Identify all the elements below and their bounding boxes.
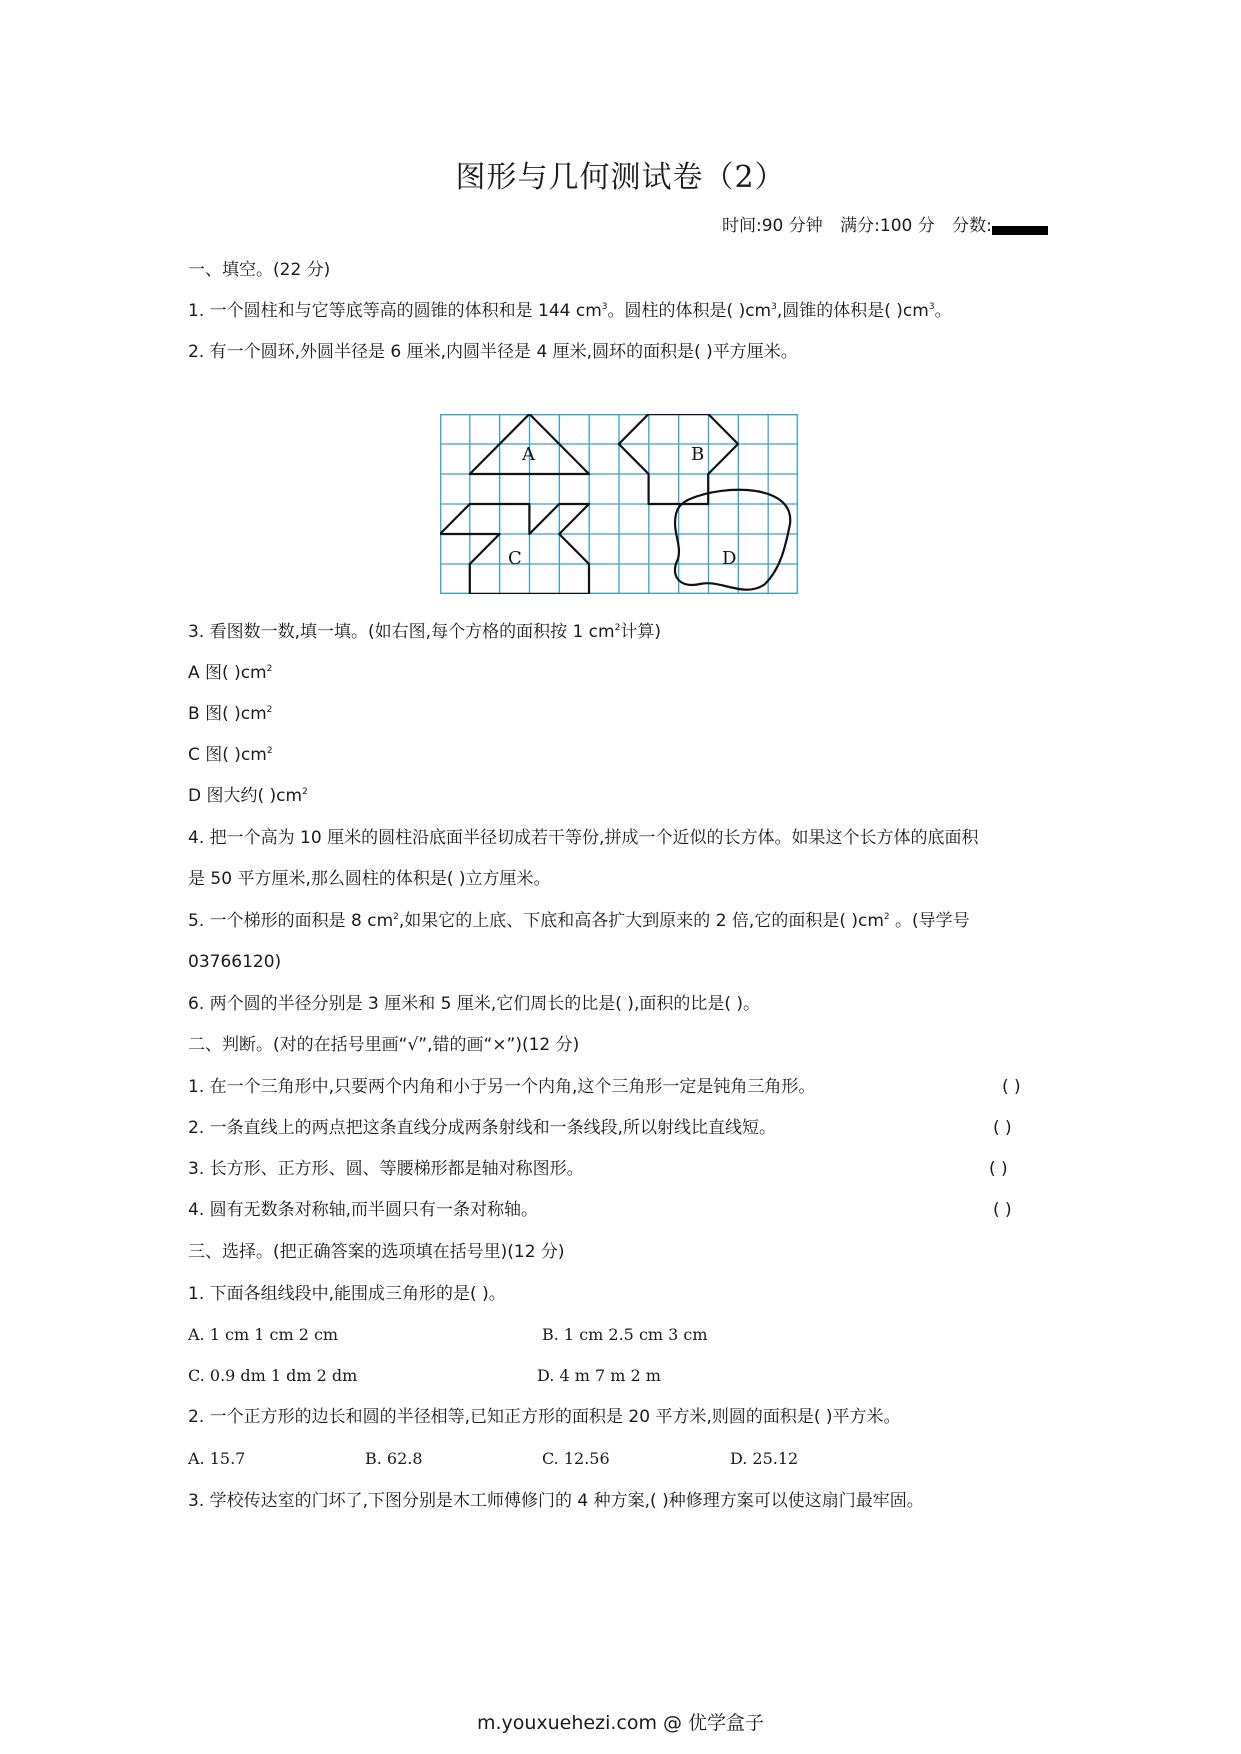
s1-q3-item-d: D 图大约( )$cm^2$ [188, 786, 308, 806]
s2-item-3: 3. 长方形、正方形、圆、等腰梯形都是轴对称图形。 [188, 1159, 584, 1179]
s3-q3: 3. 学校传达室的门坏了,下图分别是木工师傅修门的 4 种方案,( )种修理方案可以使这扇门最牢固。 [188, 1491, 924, 1511]
s3-q2: 2. 一个正方形的边长和圆的半径相等,已知正方形的面积是 20 平方米,则圆的面积是( )平方米。 [188, 1407, 901, 1427]
s2-answer-3[interactable]: ( ) [989, 1159, 1008, 1179]
s2-answer-1[interactable]: ( ) [1002, 1077, 1021, 1097]
s3-q2-option-a: A. 15.7 [188, 1449, 246, 1468]
grid-figure [440, 414, 798, 594]
exam-full-score: 满分:100 分 [840, 216, 935, 236]
exam-time: 时间:90 分钟 [722, 216, 823, 236]
label-d: D [722, 548, 737, 569]
s1-q3-item-c: C 图( )$cm^2$ [188, 745, 273, 765]
s2-answer-2[interactable]: ( ) [993, 1118, 1012, 1138]
s2-answer-4[interactable]: ( ) [993, 1200, 1012, 1220]
s1-q3-item-a: A 图( )$cm^2$ [188, 663, 273, 683]
s3-q1-option-a: A. 1 cm 1 cm 2 cm [188, 1325, 339, 1344]
s2-item-2: 2. 一条直线上的两点把这条直线分成两条射线和一条线段,所以射线比直线短。 [188, 1118, 777, 1138]
section3-heading: 三、选择。(把正确答案的选项填在括号里)(12 分) [188, 1242, 565, 1262]
label-b: B [691, 444, 705, 465]
section1-heading: 一、填空。(22 分) [188, 260, 331, 280]
s1-q4-line1: 4. 把一个高为 10 厘米的圆柱沿底面半径切成若干等份,拼成一个近似的长方体。如果这个长方体的底面积 [188, 828, 979, 848]
s3-q2-option-b: B. 62.8 [365, 1449, 423, 1468]
s3-q2-option-d: D. 25.12 [730, 1449, 799, 1468]
s1-q5: 5. 一个梯形的面积是 8 $cm^2$,如果它的上底、下底和高各扩大到原来的 2 倍,它的面积是( )$cm^2$ 。(导学号 [188, 911, 970, 931]
s3-q1-option-c: C. 0.9 dm 1 dm 2 dm [188, 1366, 358, 1385]
s1-q6: 6. 两个圆的半径分别是 3 厘米和 5 厘米,它们周长的比是( ),面积的比是( )。 [188, 994, 761, 1014]
s3-q1: 1. 下面各组线段中,能围成三角形的是( )。 [188, 1284, 506, 1304]
grid-figure-svg [440, 414, 798, 594]
s3-q2-option-c: C. 12.56 [542, 1449, 610, 1468]
label-a: A [522, 444, 535, 465]
s1-q1: 1. 一个圆柱和与它等底等高的圆锥的体积和是 144 $cm^3$。圆柱的体积是( )$cm^3$,圆锥的体积是( )$cm^3$。 [188, 301, 952, 321]
s3-q1-option-b: B. 1 cm 2.5 cm 3 cm [542, 1325, 708, 1344]
s2-item-4: 4. 圆有无数条对称轴,而半圆只有一条对称轴。 [188, 1200, 539, 1220]
exam-meta [722, 215, 1060, 237]
s1-q3: 3. 看图数一数,填一填。(如右图,每个方格的面积按 1 $cm^2$计算) [188, 622, 661, 642]
footer-watermark[interactable]: m.youxuehezi.com @ 优学盒子 [476, 1712, 765, 1734]
s1-q3-item-b: B 图( )$cm^2$ [188, 704, 273, 724]
s1-q4-line2: 是 50 平方厘米,那么圆柱的体积是( )立方厘米。 [188, 869, 551, 889]
s3-q1-option-d: D. 4 m 7 m 2 m [537, 1366, 661, 1385]
s1-q5-line2: 03766120) [188, 952, 282, 972]
s1-q2: 2. 有一个圆环,外圆半径是 6 厘米,内圆半径是 4 厘米,圆环的面积是( )平方厘米。 [188, 342, 798, 362]
label-c: C [508, 548, 522, 569]
s2-item-1: 1. 在一个三角形中,只要两个内角和小于另一个内角,这个三角形一定是钝角三角形。 [188, 1077, 816, 1097]
score-blank [992, 226, 1048, 235]
section2-heading: 二、判断。(对的在括号里画“√”,错的画“×”)(12 分) [188, 1035, 580, 1055]
exam-score-label: 分数: [952, 216, 1048, 236]
page-title: 图形与几何测试卷（2） [455, 160, 786, 195]
